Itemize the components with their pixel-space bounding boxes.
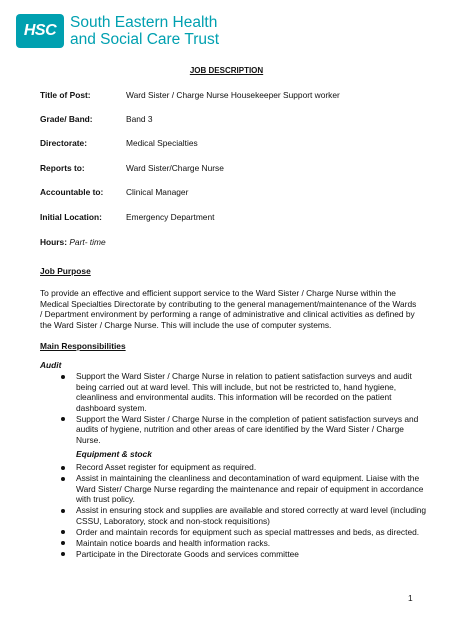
trust-name-line-1: South Eastern Health: [70, 14, 218, 31]
list-item: Support the Ward Sister / Charge Nurse in relation to patient satisfaction surveys and audit being carried out at ward level. This will include, but not be restricted to, hand hygiene, cleanliness and environmental audits. This information will be recorded on the patient dashboard system.: [60, 371, 430, 413]
list-item: Assist in ensuring stock and supplies are available and stored correctly at ward level (including CSSU, Laboratory, stock and non-stock requisitions): [60, 505, 430, 526]
list-item: Support the Ward Sister / Charge Nurse in the completion of patient satisfaction surveys and audits of hygiene, nutrition and other areas of care identified by the Ward Sister / Charge Nurse.: [60, 414, 430, 446]
hsc-logo-mark-text: HSC: [23, 22, 57, 39]
field-value: Ward Sister / Charge Nurse Housekeeper Support worker: [126, 90, 340, 100]
field-value: Medical Specialties: [126, 138, 198, 148]
main-responsibilities-heading: Main Responsibilities: [40, 341, 126, 351]
trust-logo: [16, 14, 219, 48]
field-label: Accountable to:: [40, 187, 104, 197]
field-value: Ward Sister/Charge Nurse: [126, 163, 224, 173]
list-item: Participate in the Directorate Goods and services committee: [60, 549, 430, 560]
page-number: 1: [408, 593, 413, 603]
hours-label: Hours:: [40, 237, 67, 247]
trust-name: [70, 14, 219, 48]
field-value: Emergency Department: [126, 212, 215, 222]
field-label: Title of Post:: [40, 90, 91, 100]
list-item: Assist in maintaining the cleanliness and decontamination of ward equipment. Liaise with the Ward Sister/ Charge Nurse regarding the maintenance and repair of equipment in accordance with trust policy.: [60, 473, 430, 505]
job-purpose-text: To provide an effective and efficient support service to the Ward Sister / Charge Nurse within the Medical Specialties Directorate by contributing to the general management/maintenance of the Wards / Department environment by performing a range of administrative and clinical activities as defined by the Ward Sister / Charge Nurse. This will include the use of computer systems.: [40, 288, 417, 330]
field-label: Initial Location:: [40, 212, 102, 222]
field-label: Grade/ Band:: [40, 114, 93, 124]
list-item: Record Asset register for equipment as required.: [60, 462, 430, 473]
list-item: Maintain notice boards and health information racks.: [60, 538, 430, 549]
equipment-stock-list: [60, 462, 430, 560]
audit-heading: Audit: [40, 360, 62, 370]
document-title: JOB DESCRIPTION: [189, 66, 264, 75]
job-purpose-heading: Job Purpose: [40, 266, 91, 276]
equipment-stock-heading: Equipment & stock: [76, 449, 152, 459]
field-value: Clinical Manager: [126, 187, 189, 197]
field-label: Reports to:: [40, 163, 85, 173]
hours-line: [40, 237, 106, 247]
trust-name-line-2: and Social Care Trust: [70, 31, 220, 48]
audit-list: [60, 371, 430, 446]
hsc-logo-mark: [16, 14, 64, 48]
field-value: Band 3: [126, 114, 153, 124]
hours-value: Part- time: [69, 237, 106, 247]
list-item: Order and maintain records for equipment such as special mattresses and beds, as directed.: [60, 527, 430, 538]
field-label: Directorate:: [40, 138, 88, 148]
